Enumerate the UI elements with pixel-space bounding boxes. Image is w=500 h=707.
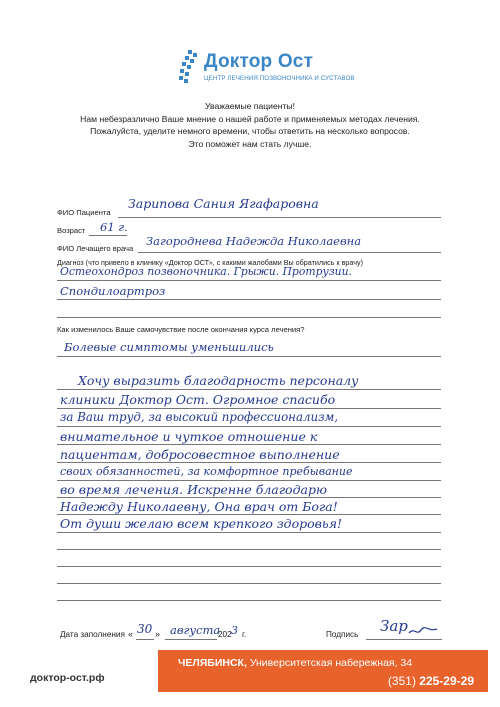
diagnosis-line-3 <box>57 317 441 318</box>
doctor-line <box>138 252 441 253</box>
diagnosis-value-2: Спондилоартроз <box>60 284 166 298</box>
signature-stroke-icon <box>408 624 438 638</box>
review-text-5: пациентам, добросовестное выполнение <box>60 447 340 462</box>
date-month-line <box>165 639 217 640</box>
doctor-value: Загороднева Надежда Николаевна <box>146 234 362 248</box>
diagnosis-line-1 <box>57 280 441 281</box>
empty-line-3 <box>57 583 441 584</box>
empty-line-4 <box>57 600 441 601</box>
review-line-2 <box>57 408 441 409</box>
brand-logo <box>176 50 356 90</box>
date-year-unit: г. <box>242 630 247 639</box>
answer-value-1: Болевые симптомы уменьшились <box>64 340 274 354</box>
age-value: 61 г. <box>100 220 128 234</box>
review-line-1 <box>57 389 441 390</box>
review-text-1: Хочу выразить благодарность персоналу <box>78 373 359 388</box>
date-open-quote: « <box>128 629 134 639</box>
footer-phone-code: (351) <box>387 674 416 688</box>
footer-bar <box>158 650 488 692</box>
diagnosis-label: Диагноз (что привело в клинику «Доктор ОСТ», с какими жалобами Вы обратились к врачу) <box>57 258 363 267</box>
review-line-3 <box>57 426 441 427</box>
signature-line <box>366 639 442 640</box>
footer-phone-number: 225-29-29 <box>419 674 474 688</box>
date-day-line <box>136 639 154 640</box>
intro-line-3: Это поможет нам стать лучше. <box>188 138 312 149</box>
review-text-2: клиники Доктор Ост. Огромное спасибо <box>60 392 336 407</box>
empty-line-1 <box>57 549 441 550</box>
age-label: Возраст <box>57 226 86 235</box>
review-line-8 <box>57 514 441 515</box>
review-line-5 <box>57 462 441 463</box>
age-line <box>89 235 127 236</box>
patient-label: ФИО Пациента <box>57 208 111 217</box>
brand-name: Доктор Ост <box>204 51 314 72</box>
question-label: Как изменилось Ваше самочувствие после окончания курса лечения? <box>57 325 305 334</box>
intro-greeting: Уважаемые пациенты! <box>205 101 295 111</box>
answer-line-1 <box>57 356 441 357</box>
date-label: Дата заполнения <box>60 630 125 639</box>
brand-tagline: ЦЕНТР ЛЕЧЕНИЯ ПОЗВОНОЧНИКА И СУСТАВОВ <box>204 75 355 82</box>
signature-label: Подпись <box>326 630 359 639</box>
review-text-3: за Ваш труд, за высокий профессионализм, <box>60 410 339 424</box>
footer-website: доктор-ост.рф <box>30 672 105 684</box>
review-text-9: От души желаю всем крепкого здоровья! <box>60 516 343 531</box>
review-line-6 <box>57 480 441 481</box>
footer-city: ЧЕЛЯБИНСК, <box>178 657 247 669</box>
diagnosis-line-2 <box>57 299 441 300</box>
date-year-suffix: 3 <box>231 624 238 637</box>
spine-logo-icon <box>176 50 200 84</box>
diagnosis-value-1: Остеохондроз позвоночника. Грыжи. Протрузии. <box>60 265 352 278</box>
date-close-quote: » <box>155 629 161 639</box>
intro-text <box>60 100 440 150</box>
doctor-label: ФИО Лечащего врача <box>57 244 134 253</box>
signature-value: Зар <box>380 617 408 635</box>
footer-address <box>178 657 412 669</box>
footer-street: Университетская набережная, 34 <box>249 657 413 669</box>
intro-line-1: Нам небезразлично Ваше мнение о нашей работе и применяемых методах лечения. <box>80 113 420 124</box>
date-year-prefix: 202 <box>218 630 232 639</box>
date-month: августа <box>170 623 221 637</box>
footer-phone <box>388 674 474 688</box>
review-text-6: своих обязанностей, за комфортное пребывание <box>60 465 353 478</box>
intro-line-2: Пожалуйста, уделите немного времени, чтобы ответить на несколько вопросов. <box>90 126 410 136</box>
patient-line <box>118 217 441 218</box>
review-line-9 <box>57 532 441 533</box>
review-line-7 <box>57 497 441 498</box>
date-day: 30 <box>137 622 153 636</box>
review-text-4: внимательное и чуткое отношение к <box>60 429 318 444</box>
review-line-4 <box>57 444 441 445</box>
patient-value: Зарипова Сания Ягафаровна <box>128 196 319 211</box>
empty-line-2 <box>57 566 441 567</box>
review-text-8: Надежду Николаевну, Она врач от Бога! <box>60 499 338 514</box>
review-text-7: во время лечения. Искренне благодарю <box>60 482 327 497</box>
